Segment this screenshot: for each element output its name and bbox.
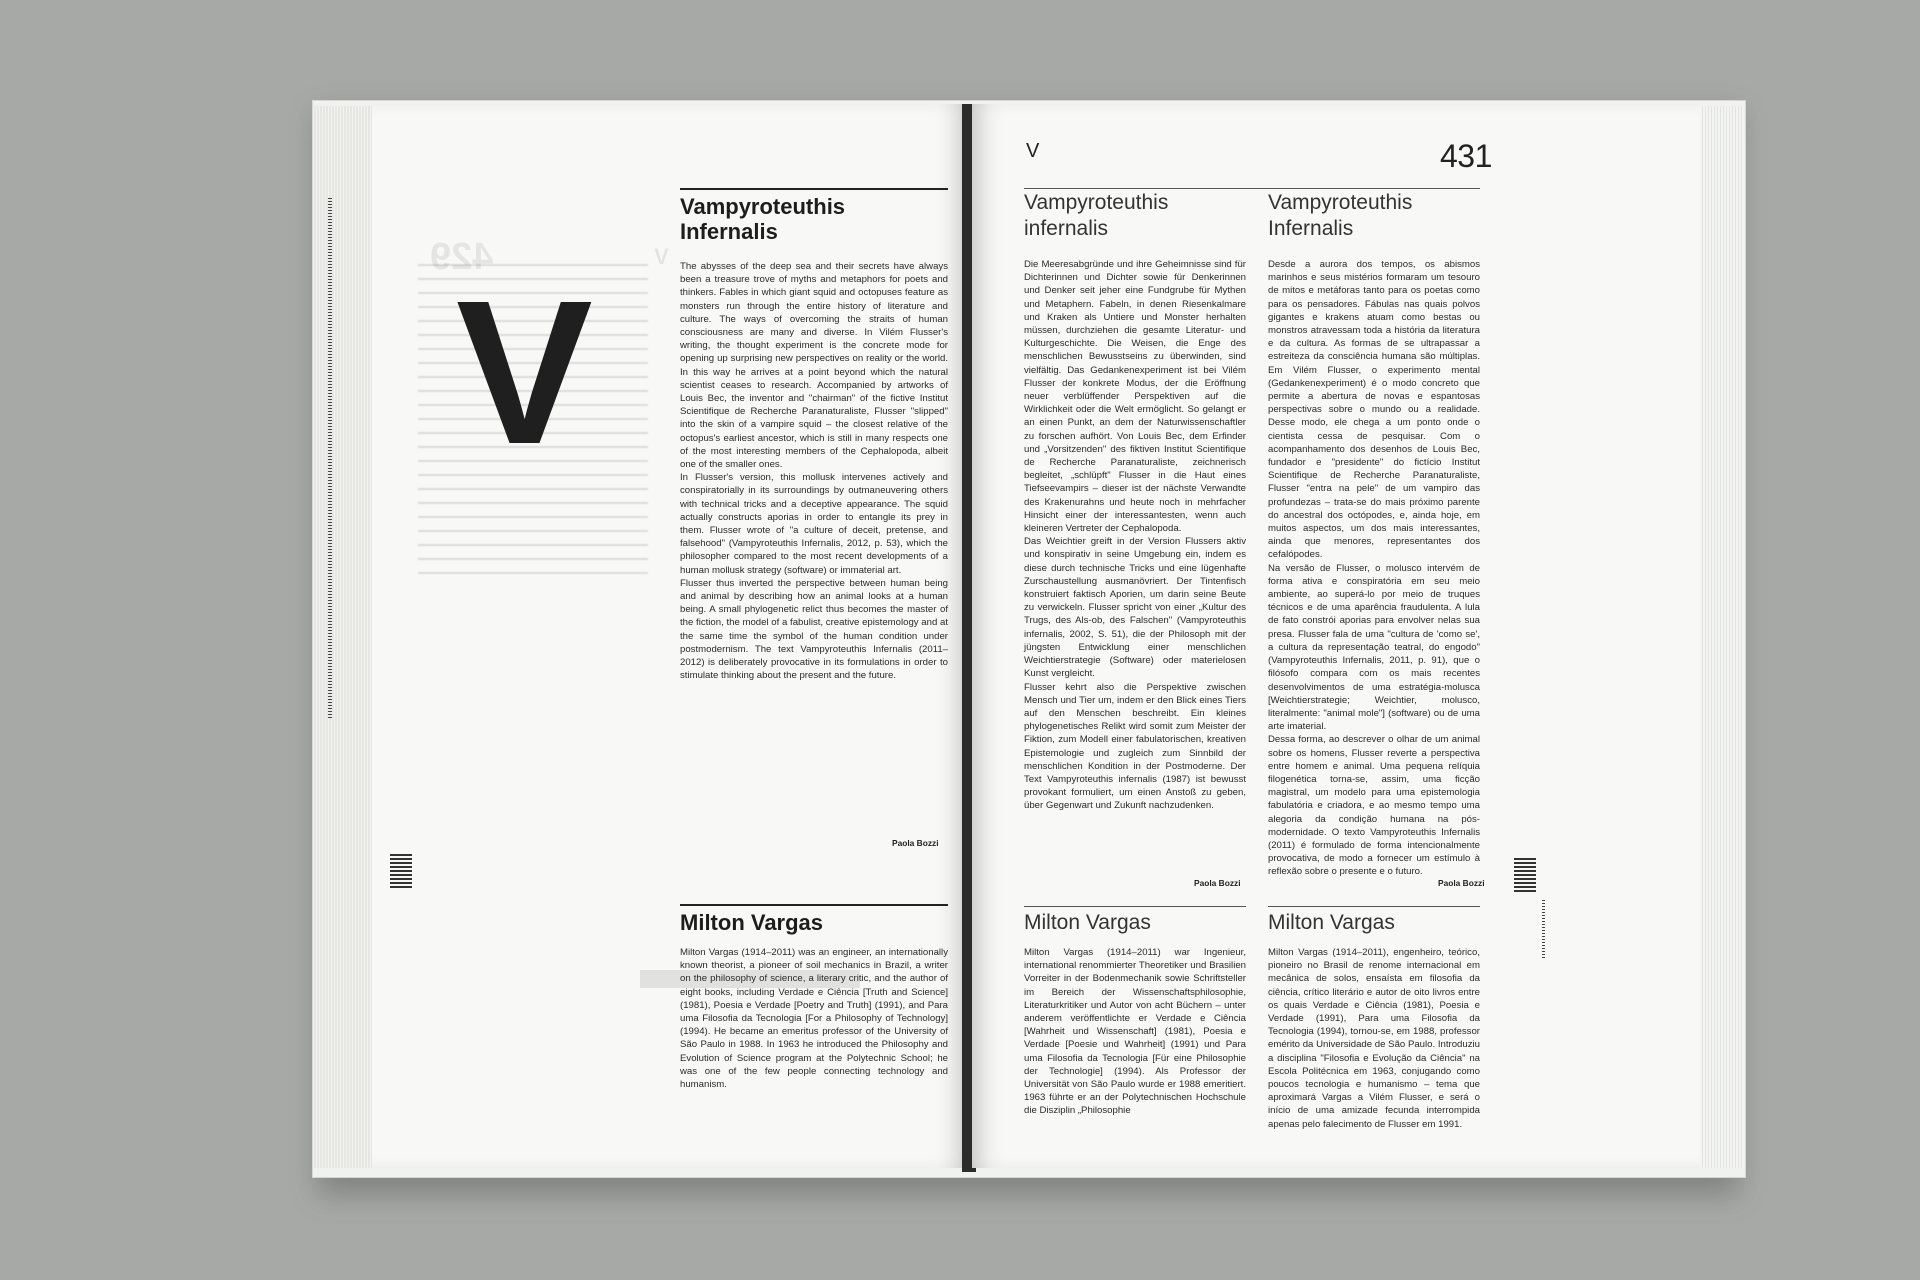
column-body-german	[1024, 258, 1246, 813]
paragraph: Flusser kehrt also die Perspektive zwischen Mensch und Tier um, indem er den Blick eines Tiers auf den Menschen beschreibt. Ein kleines phylogenetisches Relikt wird somit zum Meister der Fiktion, zum Modell einer fabulatorischen, kreativen Epistemologie und zugleich zum Sinnbild der menschlichen Kondition in der Postmoderne. Der Text Vampyroteuthis infernalis (1987) ist bewusst provokant formuliert, um einen Anstoß zu geben, über Gegenwart und Zukunft nachzudenken.	[1024, 681, 1246, 812]
thumb-index-tab-right	[1514, 858, 1536, 894]
entry-body-milton-vargas	[680, 946, 948, 1091]
show-through-letter: V	[654, 244, 669, 269]
left-page	[372, 104, 966, 1168]
title-line1: Vampyroteuthis	[1024, 191, 1169, 214]
left-page-stack	[314, 106, 372, 1168]
show-through-page-number: 429	[430, 236, 494, 278]
column-body2-portuguese	[1268, 946, 1480, 1131]
paragraph: Milton Vargas (1914–2011), engenheiro, teórico, pioneiro no Brasil de renome internacional em mecânica de solos, ensaísta em filosofia da ciência, crítico literário e autor de oito livros entre os quais Verdade e Ciência (1981), Poesia e Verdade (1991), Para uma Filosofia da Tecnologia (1994), tornou-se, em 1988, professor emérito da Universidade de São Paulo. Introduziu a disciplina "Filosofia e Evolução da Ciência" na Escola Politécnica em 1963, conjugando como poucos tecnologia e humanismo – tema que aproximará Vargas a Vilém Flusser, e será o início de uma amizade fecunda interrompida apenas pelo falecimento de Flusser em 1991.	[1268, 947, 1480, 1130]
paragraph: Desde a aurora dos tempos, os abismos marinhos e seus mistérios formaram um tesouro de mitos e metáforas tanto para os poetas como para os pensadores. Fábulas nas quais polvos gigantes e krakens atuam como bestas ou monstros atravessam toda a história da literatura e da cultura. As formas de se ultrapassar a estreiteza da consciência humana são múltiplas. Em Vilém Flusser, o experimento mental (Gedankenexperiment) é o modo concreto que permite a abertura de novas e espantosas perspectivas sobre o mundo ou a realidade. Desse modo, ele chega a um ponto onde o cientista cessa de pesquisar. Com o acompanhamento dos desenhos de Louis Bec, fundador e "presidente" do fictício Institut Scientifique de Recherche Paranaturaliste, Flusser "entra na pele" de um vampiro das profundezas – trata-se do mais próximo parente do ancestral dos octópodes, e, ainda hoje, em muitos aspectos, um dos mais interessantes, ainda que menores, representantes dos cefalópodes.	[1268, 259, 1480, 561]
paragraph: Dessa forma, ao descrever o olhar de um animal sobre os homens, Flusser reverte a perspectiva entre homem e animal. Uma pequena relíquia filogenética torna-se, assim, uma ficção magistral, um modelo para uma epistemologia fabulatória e criadora, e ao mesmo tempo uma alegoria da condição humana na pós-modernidade. O texto Vampyroteuthis Infernalis (2011) é formulado de forma intencionalmente provocativa, de modo a fornecer um estímulo à reflexão sobre o presente e o futuro.	[1268, 734, 1480, 878]
entry-body-vampyroteuthis	[680, 260, 948, 683]
running-head-letter: V	[1026, 140, 1040, 162]
title-rule	[680, 904, 948, 906]
paragraph: Milton Vargas (1914–2011) was an engineer, an internationally known theorist, a pioneer of soil mechanics in Brazil, a writer on the philosophy of science, a literary critic, and the author of eight books, including Verdade e Ciência [Truth and Science] (1981), Poesia e Verdade [Poetry and Truth] (1991), and Para uma Filosofia da Tecnologia [For a Philosophy of Technology] (1994). He became an emeritus professor of the University of São Paulo in 1988. In 1963 he introduced the Philosophy and Evolution of Science program at the Polytechnic School; he was one of the few people connecting technology and humanism.	[680, 947, 948, 1091]
title-rule	[1268, 906, 1480, 907]
header-rule	[1024, 188, 1480, 189]
page-number: 431	[1440, 138, 1492, 174]
entry-title-line1: Vampyroteuthis	[680, 194, 846, 219]
section-letter: V	[456, 258, 589, 487]
title-line2: Infernalis	[1268, 217, 1354, 240]
thumb-index-edge-right	[1542, 900, 1545, 960]
thumb-index-marks	[328, 198, 332, 718]
right-page	[972, 104, 1700, 1168]
paragraph: Milton Vargas (1914–2011) war Ingenieur, international renommierter Theoretiker und Brasilien Vorreiter in der Bodenmechanik sowie Schriftsteller im Bereich der Wissenschaftsphilosophie, Literaturkritiker und Autor von acht Büchern – unter anderem veröffentlichte er Verdade e Ciência [Wahrheit und Wissenschaft] (1981), Poesia e Verdade [Poesie und Wahrheit] (1991) und Para uma Filosofia da Tecnologia [Für eine Philosophie der Technologie] (1994). Als Professor der Universität von São Paulo wurde er 1988 emeritiert. 1963 führte er an der Polytechnischen Hochschule die Disziplin „Philosophie	[1024, 947, 1246, 1117]
title-line1: Vampyroteuthis	[1268, 191, 1413, 214]
column-title-german	[1024, 190, 1168, 242]
paragraph: Flusser thus inverted the perspective between human being and animal by describing how an animal looks at a human being. A small phylogenetic relict thus becomes the master of the fiction, the model of a fabulist, creative epistemology and at the same time the symbol of the human condition under postmodernism. The text Vampyroteuthis Infernalis (2011–2012) is deliberately provocative in its formulations in order to stimulate thinking about the present and the future.	[680, 577, 948, 682]
column-author-german: Paola Bozzi	[1194, 878, 1241, 888]
title-line2: infernalis	[1024, 217, 1109, 240]
entry-title-line2: Infernalis	[680, 219, 778, 244]
column-author-portuguese: Paola Bozzi	[1438, 878, 1485, 888]
paragraph: The abysses of the deep sea and their secrets have always been a treasure trove of myths and metaphors for poets and thinkers. Fables in which giant squid and octopuses feature as monsters run through the entire history of literature and culture. The ways of overcoming the straits of human consciousness are many and diverse. In Vilém Flusser's writing, the thought experiment is the concrete mode for opening up surprising new perspectives on reality or the world. In this way he arrives at a point beyond which the natural scientist ceases to research. Accompanied by artworks of Louis Bec, the inventor and "chairman" of the fictive Institut Scientifique de Recherche Paranaturaliste, Flusser "slipped" into the skin of a vampire squid – the closest relative of the octopus's earliest ancestor, which is still in many respects one of the most interesting members of the Cephalopoda, albeit one of the smaller ones.	[680, 261, 948, 471]
title-rule	[680, 188, 948, 190]
column-title-portuguese	[1268, 190, 1412, 242]
column-body-portuguese	[1268, 258, 1480, 879]
entry-title-milton-vargas: Milton Vargas	[680, 910, 824, 935]
column-body2-german	[1024, 946, 1246, 1118]
paragraph: In Flusser's version, this mollusk intervenes actively and conspiratorially in its surroundings by outmaneuvering others with technical tricks and a deceptive appearance. The squid actually constructs aporias in order to entangle its prey in them. Flusser wrote of "a culture of deceit, pretense, and falsehood" (Vampyroteuthis Infernalis, 2012, p. 53), which the philosopher compared to the most recent developments of a human mollusk strategy (software) or immaterial art.	[680, 472, 948, 576]
entry-title-vampyroteuthis	[680, 194, 845, 244]
right-page-stack	[1700, 106, 1744, 1168]
column-title2-german: Milton Vargas	[1024, 911, 1151, 934]
paragraph: Na versão de Flusser, o molusco intervém de forma ativa e conspiratória em seu meio ambiente, ao superá-lo por meio de truques técnicos e de uma aparência fraudulenta. A lula de fato constrói aporias para envolver nelas sua presa. Flusser fala de uma "cultura de 'como se', a cultura da representação teatral, do engodo" (Vampyroteuthis Infernalis, 2011, p. 91), que o filósofo compara com os mais recentes desenvolvimentos de uma estratégia-molusca [Weichtierstrategie; Weichtier, molusco, literalmente: "animal mole"] (software) ou de uma arte imaterial.	[1268, 562, 1480, 733]
column-title2-portuguese: Milton Vargas	[1268, 911, 1395, 934]
paragraph: Das Weichtier greift in der Version Flussers aktiv und konspirativ in seine Umgebung ein, indem es diese durch technische Tricks und eine lügenhafte Zurschaustellung ausmanövriert. Der Tintenfisch konstruiert faktisch Aporien, um darin seine Beute zu verwickeln. Flusser spricht von einer „Kultur des Trugs, des Als-ob, des Falschen" (Vampyroteuthis infernalis, 2002, S. 51), die der Philosoph mit der jüngsten Entwicklung einer menschlichen Weichtierstrategie (Software) oder materielosen Kunst vergleicht.	[1024, 536, 1246, 680]
thumb-index-tab	[390, 854, 412, 890]
title-rule	[1024, 906, 1246, 907]
entry-author: Paola Bozzi	[892, 838, 939, 848]
paragraph: Die Meeresabgründe und ihre Geheimnisse sind für Dichterinnen und Dichter sowie für Denkerinnen und Denker seit jeher eine Fundgrube für Mythen und Metaphern. Fabeln, in denen Riesenkalmare und Kraken als Untiere und Monster herhalten müssen, durchziehen die gesamte Literatur- und Kulturgeschichte. Die Weisen, die Enge des menschlichen Bewusstseins zu überwinden, sind vielfältig. Das Gedankenexperiment ist bei Vilém Flusser der konkrete Modus, der die Eröffnung neuer verblüffender Perspektiven auf die Wirklichkeit oder die Welt ermöglicht. So gelangt er an einen Punkt, an dem der Naturwissenschaftler zu forschen aufhört. Von Louis Bec, dem Erfinder und „Vorsitzenden" des fiktiven Institut Scientifique de Recherche Paranaturaliste, zeichnerisch begleitet, „schlüpft" Flusser in die Haut eines Tiefseevampirs – dieser ist der nächste Verwandte des Krakenurahns und heute noch in mehrfacher Hinsicht einer der interessantesten, wenn auch kleineren Vertreter der Cephalopoda.	[1024, 259, 1246, 535]
